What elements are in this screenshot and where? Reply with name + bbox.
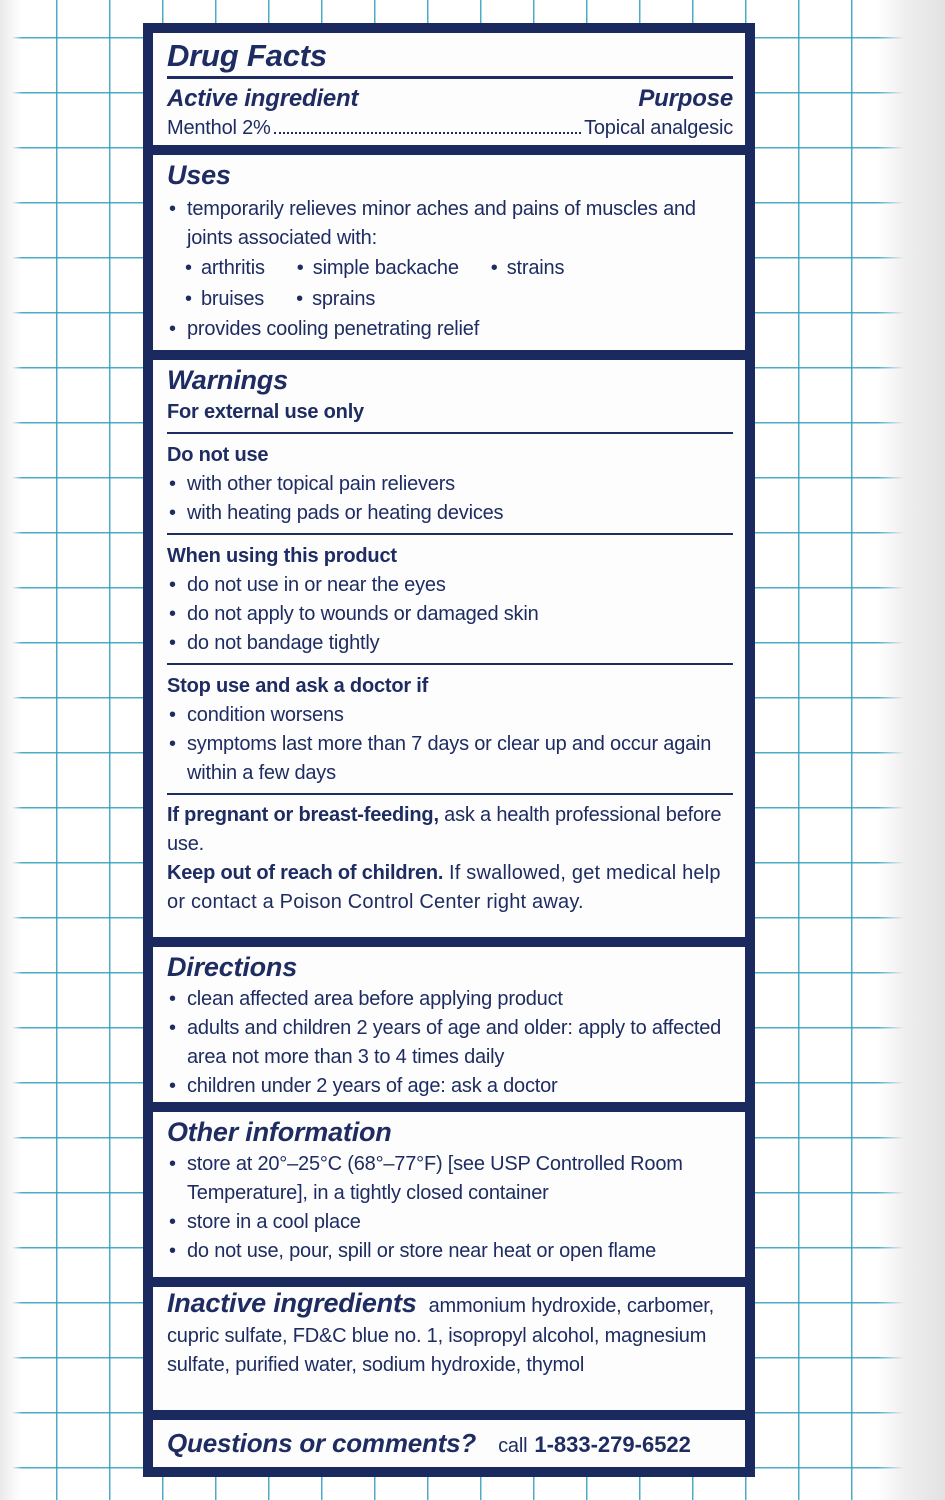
section-other-information (153, 1102, 745, 1277)
uses-heading: Uses (167, 160, 231, 190)
active-ingredient-heading: Active ingredient (167, 84, 359, 112)
bullet-dot-icon: • (169, 632, 176, 654)
bullet-dot-icon: • (169, 502, 176, 524)
bullet-dot-icon: • (169, 988, 176, 1010)
bullet-dot-icon: • (169, 198, 176, 220)
pregnant-warning: If pregnant or breast-feeding, ask a health professional before use. (167, 804, 722, 855)
dot-leader (274, 132, 581, 134)
uses-bullet: • provides cooling penetrating relief (167, 315, 733, 344)
bullet-dot-icon: • (169, 1017, 176, 1039)
when-using-bullet: • do not apply to wounds or damaged skin (167, 600, 733, 629)
divider (167, 533, 733, 535)
ingredient-purpose: Topical analgesic (584, 116, 733, 139)
uses-sub-bullet: • strains (489, 253, 565, 284)
drug-facts-title: Drug Facts (167, 38, 327, 73)
bullet-dot-icon: • (296, 288, 303, 310)
inactive-ingredients-heading: Inactive ingredients (167, 1288, 417, 1318)
bullet-dot-icon: • (169, 318, 176, 340)
uses-sub-bullet: • bruises (183, 284, 264, 315)
do-not-use-heading: Do not use (167, 444, 269, 466)
directions-heading: Directions (167, 952, 298, 982)
bullet-dot-icon: • (169, 1153, 176, 1175)
bullet-dot-icon: • (490, 257, 498, 279)
do-not-use-bullet: • with heating pads or heating devices (167, 499, 733, 528)
bullet-dot-icon: • (169, 733, 176, 755)
stop-use-bullet: • condition worsens (167, 701, 733, 730)
ingredient-name: Menthol 2% (167, 116, 271, 139)
inactive-ingredients-text: Inactive ingredients ammonium hydroxide, carbomer, cupric sulfate, FD&C blue no. 1, isopropyl alcohol, magnesium sulfate, purified water, sodium hydroxide, thymol (167, 1288, 715, 1376)
divider (167, 793, 733, 795)
children-warning: Keep out of reach of children. If swallowed, get medical help or contact a Poison Control Center right away. (167, 862, 721, 913)
uses-sub-bullet: • sprains (294, 284, 375, 315)
stop-use-bullet: • symptoms last more than 7 days or clear up and occur again within a few days (167, 730, 733, 788)
other-info-bullet: • store at 20°–25°C (68°–77°F) [see USP Controlled Room Temperature], in a tightly closed container (167, 1150, 733, 1208)
divider (167, 663, 733, 665)
stop-use-heading: Stop use and ask a doctor if (167, 675, 429, 697)
do-not-use-bullet: • with other topical pain relievers (167, 470, 733, 499)
bullet-dot-icon: • (185, 288, 192, 310)
when-using-heading: When using this product (167, 545, 397, 567)
bullet-dot-icon: • (169, 1240, 176, 1262)
bullet-dot-icon: • (169, 603, 176, 625)
section-questions (153, 1410, 745, 1464)
section-directions (153, 937, 745, 1102)
divider (167, 76, 733, 79)
page-edge-right (877, 0, 945, 1500)
questions-heading: Questions or comments? (167, 1428, 477, 1458)
directions-bullet: • children under 2 years of age: ask a doctor (167, 1072, 733, 1101)
external-use-text: For external use only (167, 401, 364, 423)
call-label: call (498, 1435, 528, 1457)
when-using-bullet: • do not bandage tightly (167, 629, 733, 658)
phone-number: 1-833-279-6522 (534, 1432, 691, 1457)
bullet-dot-icon: • (169, 473, 176, 495)
divider (167, 432, 733, 434)
purpose-heading: Purpose (638, 84, 733, 112)
page-edge-left (0, 0, 22, 1500)
bullet-dot-icon: • (169, 574, 176, 596)
directions-bullet: • adults and children 2 years of age and older: apply to affected area not more than 3 to 4 times daily (167, 1014, 733, 1072)
section-active-ingredient (153, 33, 745, 145)
bullet-dot-icon: • (169, 704, 176, 726)
other-info-bullet: • store in a cool place (167, 1208, 733, 1237)
section-warnings (153, 350, 745, 937)
bullet-dot-icon: • (169, 1075, 176, 1097)
warnings-heading: Warnings (167, 365, 288, 395)
drug-facts-panel (143, 23, 755, 1477)
bullet-dot-icon: • (169, 1211, 176, 1233)
section-uses (153, 145, 745, 350)
other-info-bullet: • do not use, pour, spill or store near heat or open flame (167, 1237, 733, 1266)
bullet-dot-icon: • (185, 257, 192, 279)
bullet-dot-icon: • (296, 257, 304, 279)
section-inactive-ingredients (153, 1277, 745, 1410)
other-info-heading: Other information (167, 1117, 392, 1147)
uses-bullet: • temporarily relieves minor aches and pains of muscles and joints associated with: (167, 195, 733, 253)
when-using-bullet: • do not use in or near the eyes (167, 571, 733, 600)
uses-sub-bullet: • arthritis (183, 253, 265, 284)
directions-bullet: • clean affected area before applying product (167, 985, 733, 1014)
uses-sub-bullet: • simple backache (295, 253, 459, 284)
